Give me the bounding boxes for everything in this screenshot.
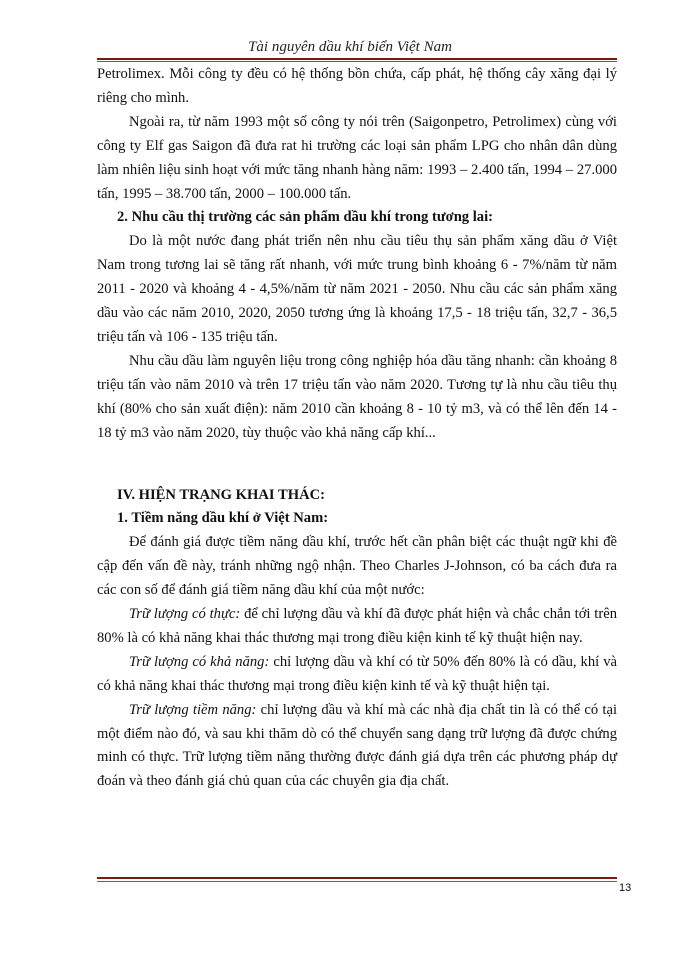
definition: chỉ lượng dầu và khí mà các nhà địa chất tin là có thể có tại một điểm nào đó, và sau khi thăm dò có thể chuyển sang dạng trữ lượng đã được chứng minh có thực. Trữ lượng tiềm năng thường được đánh giá dựa trên các phương pháp dự đoán và theo đánh giá chủ quan của các chuyên gia địa chất. [97, 701, 617, 790]
footer-rule [97, 877, 617, 879]
definition: chỉ lượng dầu và khí có từ 50% đến 80% là có dầu, khí và có khả năng khai thác thương mại trong điều kiện kinh tế và kỹ thuật hiện tại. [97, 653, 617, 694]
paragraph: Petrolimex. Mỗi công ty đều có hệ thống bồn chứa, cấp phát, hệ thống cây xăng đại lý riêng cho mình. [97, 66, 617, 106]
definition-paragraph [97, 603, 617, 651]
paragraph: Nhu cầu dầu làm nguyên liệu trong công nghiệp hóa dầu tăng nhanh: cần khoảng 8 triệu tấn vào năm 2010 và trên 17 triệu tấn vào năm 2020. Tương tự là nhu cầu tiêu thụ khí (80% cho sản xuất điện): năm 2010 cần khoảng 8 - 10 tỷ m3, và có thể lên đến 14 - 18 tỷ m3 vào năm 2020, tùy thuộc vào khả năng cấp khí... [97, 352, 617, 441]
page-number: 13 [619, 882, 632, 894]
header-rule-thin [97, 61, 617, 62]
footer-rule-thin [97, 881, 617, 882]
paragraph: Do là một nước đang phát triển nên nhu cầu tiêu thụ sản phẩm xăng dầu ở Việt Nam trong tương lai sẽ tăng rất nhanh, với mức trung bình khoảng 6 - 7%/năm từ năm 2011 - 2020 và khoảng 4 - 4,5%/năm từ năm 2021 - 2050. Nhu cầu các sản phẩm xăng dầu vào các năm 2010, 2020, 2050 tương ứng là khoảng 17,5 - 18 triệu tấn, 32,7 - 36,5 triệu tấn và 106 - 135 triệu tấn. [97, 233, 617, 345]
paragraph: Ngoài ra, từ năm 1993 một số công ty nói trên (Saigonpetro, Petrolimex) cùng với công ty Elf gas Saigon đã đưa rat hi trường các loại sản phẩm LPG cho nhân dân dùng làm nhiên liệu sinh hoạt với mức tăng nhanh hàng năm: 1993 – 2.400 tấn, 1994 – 27.000 tấn, 1995 – 38.700 tấn, 2000 – 100.000 tấn. [97, 113, 617, 202]
page-body [97, 63, 617, 794]
section-heading: 1. Tiềm năng dầu khí ở Việt Nam: [117, 510, 329, 527]
header-rule [97, 58, 617, 60]
term: Trữ lượng có khả năng: [129, 653, 270, 670]
running-header: Tài nguyên dầu khí biển Việt Nam [248, 39, 452, 55]
chapter-heading: IV. HIỆN TRẠNG KHAI THÁC: [117, 486, 326, 503]
section-heading: 2. Nhu cầu thị trường các sản phẩm dầu khí trong tương lai: [117, 209, 494, 226]
term: Trữ lượng tiềm năng: [129, 701, 257, 718]
definition-paragraph [97, 651, 617, 699]
definition: để chỉ lượng dầu và khí đã được phát hiện và chắc chắn tới trên 80% là có khả năng khai thác thương mại trong điều kiện kinh tế kỹ thuật hiện nay. [97, 606, 617, 646]
paragraph: Để đánh giá được tiềm năng dầu khí, trước hết cần phân biệt các thuật ngữ khi đề cập đến vấn đề này, tránh những ngộ nhận. Theo Charles J-Johnson, có ba cách đưa ra các con số để đánh giá tiềm năng dầu khí của một nước: [97, 534, 617, 599]
section-gap [97, 446, 617, 484]
definition-paragraph [97, 699, 617, 795]
term: Trữ lượng có thực: [129, 606, 241, 623]
